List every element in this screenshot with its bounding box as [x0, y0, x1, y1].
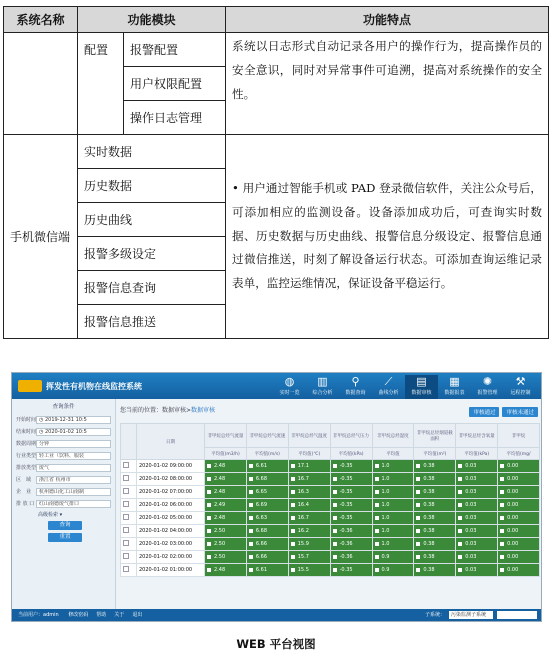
- row-date: 2020-01-02 05:00:00: [137, 512, 205, 525]
- nav-item[interactable]: [339, 375, 372, 399]
- data-cell: 0.00: [498, 525, 540, 538]
- alarm-icon: ✺: [482, 375, 493, 388]
- status-search-input[interactable]: [497, 611, 537, 619]
- data-cell: 2.49: [205, 499, 247, 512]
- column-header: 非甲烷总烃气压力: [330, 424, 372, 448]
- row-date: 2020-01-02 09:00:00: [137, 460, 205, 473]
- filter-row: [16, 450, 111, 461]
- query-button[interactable]: 查询: [48, 521, 82, 530]
- unit-header: 平均值(kPa): [330, 448, 372, 460]
- filter-row: [16, 474, 111, 485]
- main-content: [120, 401, 540, 611]
- filter-row: [16, 438, 111, 449]
- query-panel: [12, 399, 116, 611]
- row-checkbox[interactable]: [121, 460, 137, 473]
- header-feature: 功能特点: [226, 7, 549, 33]
- data-cell: 2.48: [205, 460, 247, 473]
- data-cell: 17.1: [288, 460, 330, 473]
- table-row: [4, 135, 549, 169]
- audit-buttons: [469, 407, 538, 417]
- data-cell: 0.38: [414, 564, 456, 577]
- data-cell: 6.68: [246, 525, 288, 538]
- column-header: 非甲烷总烃气流速: [246, 424, 288, 448]
- data-cell: 1.0: [372, 525, 414, 538]
- web-platform-screenshot: [11, 372, 542, 622]
- filter-label: 排 放 口: [16, 501, 35, 507]
- column-header: 日期: [137, 424, 205, 460]
- data-cell: 0.03: [456, 538, 498, 551]
- data-cell: 0.00: [498, 551, 540, 564]
- column-header: 非甲烷总烃含氧量: [456, 424, 498, 448]
- row-checkbox[interactable]: [121, 512, 137, 525]
- row-checkbox[interactable]: [121, 499, 137, 512]
- data-cell: 1.0: [372, 538, 414, 551]
- config-sub-item: 报警配置: [124, 33, 226, 67]
- mobile-description: • 用户通过智能手机或 PAD 登录微信软件，关注公众号后，可添加相应的监测设备。设备添加成功后，可查询实时数据、历史数据与历史曲线、报警信息分级设定、报警信息通过微信推送，时刻了解设备运行状态。可添加查询运维记录表单，监控运维情况，保证设备平稳运行。: [226, 135, 549, 339]
- data-cell: 0.38: [414, 473, 456, 486]
- row-date: 2020-01-02 06:00:00: [137, 499, 205, 512]
- select-all-checkbox[interactable]: [121, 424, 137, 460]
- data-cell: 0.38: [414, 486, 456, 499]
- data-cell: 15.7: [288, 551, 330, 564]
- data-cell: 0.38: [414, 499, 456, 512]
- unit-header: 平均值(m²): [414, 448, 456, 460]
- column-header: 非甲烷总烃烟道截面积: [414, 424, 456, 448]
- main-nav: [273, 375, 537, 399]
- data-cell: 2.48: [205, 486, 247, 499]
- status-user: 当前用户：admin: [18, 612, 59, 618]
- table-row: [121, 551, 540, 564]
- data-cell: -0.35: [330, 512, 372, 525]
- data-cell: 1.0: [372, 473, 414, 486]
- nav-item-label: 综合分析: [312, 390, 333, 396]
- nav-item[interactable]: [372, 375, 405, 399]
- nav-item-label: 数据查询: [345, 390, 366, 396]
- data-cell: 0.38: [414, 551, 456, 564]
- row-checkbox[interactable]: [121, 486, 137, 499]
- table-row: [121, 538, 540, 551]
- filter-label: 数据周期: [16, 441, 37, 447]
- config-sub-item: 操作日志管理: [124, 101, 226, 135]
- mobile-module: 报警多级设定: [78, 237, 226, 271]
- data-cell: 0.9: [372, 551, 414, 564]
- config-description: 系统以日志形式自动记录各用户的操作行为，提高操作员的安全意识，同时对异常事件可追溯，提高对系统操作的安全性。: [226, 33, 549, 135]
- audit-data-table: [120, 423, 540, 577]
- data-cell: 6.68: [246, 473, 288, 486]
- nav-item-label: 数据审核: [411, 390, 432, 396]
- table-row: [121, 486, 540, 499]
- status-link[interactable]: 修改密码: [68, 612, 89, 618]
- row-date: 2020-01-02 04:00:00: [137, 525, 205, 538]
- data-cell: 0.03: [456, 499, 498, 512]
- data-cell: 0.38: [414, 460, 456, 473]
- filter-label: 区 域: [16, 477, 32, 483]
- row-checkbox[interactable]: [121, 525, 137, 538]
- filter-field[interactable]: ◷ 2019-12-31 10:5: [36, 416, 111, 424]
- filter-field[interactable]: 废气: [36, 464, 111, 472]
- data-cell: 16.3: [288, 486, 330, 499]
- status-link[interactable]: 退出: [132, 612, 143, 618]
- data-cell: 0.00: [498, 538, 540, 551]
- line-chart-icon: ⟋: [384, 375, 393, 388]
- table-row: [121, 564, 540, 577]
- table-row: [121, 499, 540, 512]
- row-checkbox[interactable]: [121, 564, 137, 577]
- data-cell: 6.65: [246, 486, 288, 499]
- globe-icon: ◍: [284, 375, 295, 388]
- nav-item[interactable]: [405, 375, 438, 399]
- data-cell: -0.36: [330, 538, 372, 551]
- column-header: 非甲烷总烃湿度: [372, 424, 414, 448]
- data-cell: -0.35: [330, 564, 372, 577]
- data-cell: 0.03: [456, 551, 498, 564]
- row-checkbox[interactable]: [121, 538, 137, 551]
- data-cell: 0.00: [498, 473, 540, 486]
- filter-label: 排放类型: [16, 465, 37, 471]
- status-bar: [12, 609, 541, 621]
- report-icon: ▦: [449, 375, 460, 388]
- filter-row: [16, 486, 111, 497]
- nav-item[interactable]: [438, 375, 471, 399]
- checklist-icon: ▤: [416, 375, 427, 388]
- nav-item[interactable]: [273, 375, 306, 399]
- data-cell: 15.9: [288, 538, 330, 551]
- unit-header: 平均值: [372, 448, 414, 460]
- data-cell: 0.38: [414, 525, 456, 538]
- mobile-module: 实时数据: [78, 135, 226, 169]
- filter-field[interactable]: 杭州德山化工山南制: [36, 488, 111, 496]
- filter-field[interactable]: 分钟: [36, 440, 111, 448]
- filter-field[interactable]: ◷ 2020-01-02 10:5: [36, 428, 111, 436]
- filter-field[interactable]: 红山南德废气排口: [36, 500, 111, 508]
- unit-header: 平均值(℃): [288, 448, 330, 460]
- data-cell: 2.50: [205, 551, 247, 564]
- data-cell: 15.5: [288, 564, 330, 577]
- config-module: 配置: [78, 33, 124, 135]
- data-cell: 0.03: [456, 512, 498, 525]
- data-cell: 1.0: [372, 512, 414, 525]
- data-cell: 16.4: [288, 499, 330, 512]
- table-row: [4, 33, 549, 67]
- status-link[interactable]: 帮助: [96, 612, 107, 618]
- data-cell: 0.00: [498, 564, 540, 577]
- breadcrumb-prefix: 您当前的位置：数据审核>: [120, 407, 192, 414]
- mobile-system-name: 手机微信端: [4, 135, 78, 339]
- filter-row: [16, 462, 111, 473]
- table-row: [121, 460, 540, 473]
- row-date: 2020-01-02 08:00:00: [137, 473, 205, 486]
- data-cell: 0.03: [456, 473, 498, 486]
- data-cell: 6.63: [246, 512, 288, 525]
- row-date: 2020-01-02 03:00:00: [137, 538, 205, 551]
- table-row: [121, 525, 540, 538]
- filter-list: [12, 414, 115, 509]
- data-cell: 6.66: [246, 538, 288, 551]
- data-cell: 1.0: [372, 486, 414, 499]
- query-panel-title: 查询条件: [52, 404, 75, 410]
- data-cell: 0.00: [498, 460, 540, 473]
- filter-label: 结束时间: [16, 429, 37, 435]
- feature-table: [3, 6, 549, 339]
- nav-item-label: 曲线分析: [378, 390, 399, 396]
- nav-item[interactable]: [504, 375, 537, 399]
- status-link[interactable]: 关于: [114, 612, 125, 618]
- data-cell: -0.35: [330, 460, 372, 473]
- data-cell: 0.38: [414, 512, 456, 525]
- row-date: 2020-01-02 07:00:00: [137, 486, 205, 499]
- data-cell: -0.35: [330, 486, 372, 499]
- figure-caption: WEB 平台视图: [236, 637, 316, 651]
- magnifier-icon: ⚲: [351, 375, 360, 388]
- empty-system-cell: [4, 33, 78, 135]
- data-cell: 2.50: [205, 525, 247, 538]
- data-cell: 0.03: [456, 525, 498, 538]
- nav-item-label: 数据报表: [444, 390, 465, 396]
- filter-label: 行业类型: [16, 453, 37, 459]
- table-header-row: [4, 7, 549, 33]
- data-cell: 0.03: [456, 460, 498, 473]
- data-cell: 0.03: [456, 486, 498, 499]
- data-cell: 16.7: [288, 512, 330, 525]
- unit-header: 平均值(kPa): [456, 448, 498, 460]
- filter-row: [16, 426, 111, 437]
- reset-button[interactable]: 重置: [48, 533, 82, 542]
- unit-header: 平均值(mg/: [498, 448, 540, 460]
- filter-row: [16, 414, 111, 425]
- filter-field[interactable]: 浙江省 杭州市: [36, 476, 111, 484]
- data-cell: 16.2: [288, 525, 330, 538]
- status-links: [60, 612, 142, 618]
- data-cell: 0.9: [372, 564, 414, 577]
- audit-fail-button[interactable]: 审核未通过: [502, 407, 538, 417]
- data-cell: 6.66: [246, 551, 288, 564]
- data-cell: 2.50: [205, 538, 247, 551]
- column-header: 非甲烷总烃气流量: [205, 424, 247, 448]
- table-row: [121, 512, 540, 525]
- unit-header: 平均值(m/s): [246, 448, 288, 460]
- mobile-module: 历史数据: [78, 169, 226, 203]
- data-cell: 2.48: [205, 564, 247, 577]
- subsystem-select[interactable]: 污染监测子系统: [449, 611, 493, 619]
- header-system-name: 系统名称: [4, 7, 78, 33]
- nav-item[interactable]: [306, 375, 339, 399]
- bar-chart-icon: ▥: [317, 375, 328, 388]
- data-cell: -0.36: [330, 525, 372, 538]
- unit-header: 平均值(m3/h): [205, 448, 247, 460]
- filter-field[interactable]: 轻工业（饮料、服装: [36, 452, 111, 460]
- app-top-bar: [12, 373, 541, 399]
- column-header: 非甲烷: [498, 424, 540, 448]
- data-cell: 6.61: [246, 564, 288, 577]
- advanced-search-link[interactable]: 高级检索 ▾: [38, 512, 63, 518]
- nav-item-label: 远程控制: [510, 390, 531, 396]
- data-cell: 1.0: [372, 460, 414, 473]
- data-cell: 2.48: [205, 512, 247, 525]
- app-logo: [18, 380, 42, 392]
- data-cell: 16.7: [288, 473, 330, 486]
- filter-label: 开始时间: [16, 417, 37, 423]
- subsystem-label: 子系统：: [424, 612, 445, 618]
- data-cell: 0.00: [498, 512, 540, 525]
- data-cell: 0.00: [498, 486, 540, 499]
- data-cell: 0.38: [414, 538, 456, 551]
- filter-label: 企 业: [16, 489, 32, 495]
- data-cell: 6.69: [246, 499, 288, 512]
- data-cell: -0.35: [330, 499, 372, 512]
- mobile-module: 报警信息推送: [78, 305, 226, 339]
- filter-row: [16, 498, 111, 509]
- mobile-module: 历史曲线: [78, 203, 226, 237]
- table-row: [121, 473, 540, 486]
- remote-control-icon: ⚒: [515, 375, 526, 388]
- data-cell: 1.0: [372, 499, 414, 512]
- data-cell: 0.03: [456, 564, 498, 577]
- row-date: 2020-01-02 01:00:00: [137, 564, 205, 577]
- row-checkbox[interactable]: [121, 473, 137, 486]
- nav-item[interactable]: [471, 375, 504, 399]
- audit-pass-button[interactable]: 审核通过: [469, 407, 499, 417]
- data-cell: 2.48: [205, 473, 247, 486]
- data-cell: -0.35: [330, 473, 372, 486]
- data-cell: -0.36: [330, 551, 372, 564]
- data-cell: 0.00: [498, 499, 540, 512]
- mobile-module: 报警信息查询: [78, 271, 226, 305]
- data-cell: 6.61: [246, 460, 288, 473]
- row-date: 2020-01-02 02:00:00: [137, 551, 205, 564]
- breadcrumb-current[interactable]: 数据审核: [191, 407, 216, 414]
- config-sub-item: 用户权限配置: [124, 67, 226, 101]
- nav-item-label: 实时一览: [279, 390, 300, 396]
- app-title: 挥发性有机物在线监控系统: [46, 382, 142, 391]
- row-checkbox[interactable]: [121, 551, 137, 564]
- table-header-row: [121, 424, 540, 448]
- header-module: 功能模块: [78, 7, 226, 33]
- column-header: 非甲烷总烃气温度: [288, 424, 330, 448]
- nav-item-label: 报警管理: [477, 390, 498, 396]
